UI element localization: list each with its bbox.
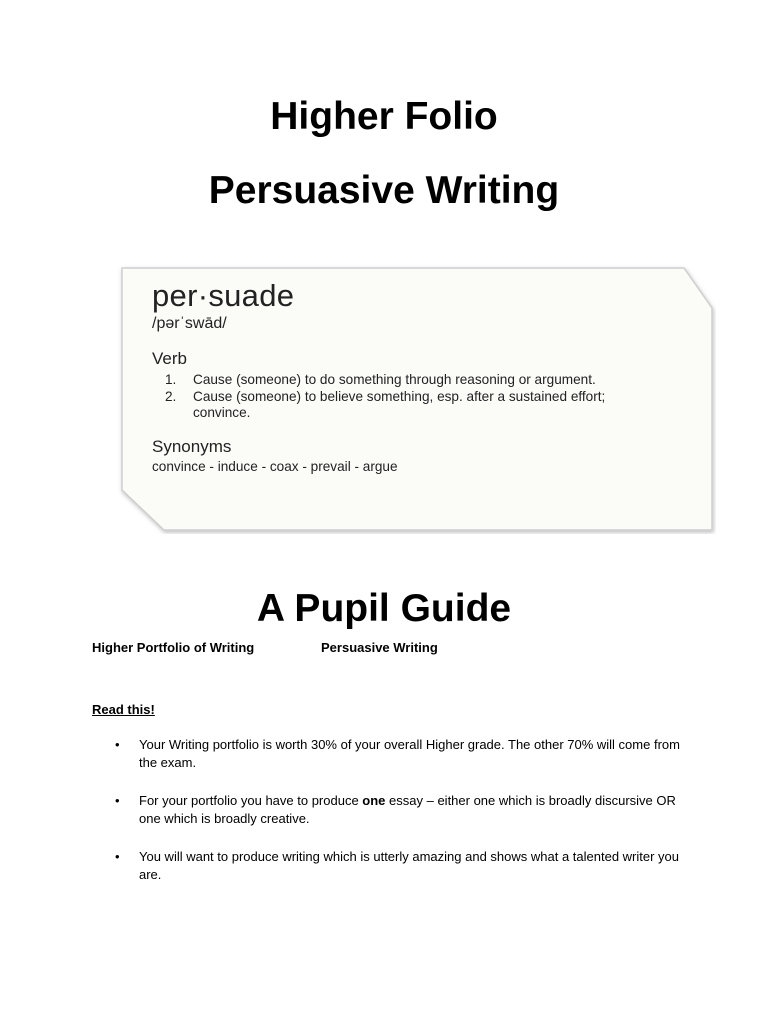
list-item: [112, 792, 702, 828]
bullet-text-end: essay – either one which is broadly discursive OR one which is broadly creative.: [139, 793, 676, 826]
subtitle-persuasive: Persuasive Writing: [321, 640, 438, 655]
page-title-line1: Higher Folio: [270, 95, 498, 138]
list-item: [112, 736, 702, 772]
pronunciation: /pərˈswād/: [152, 315, 227, 332]
bullet-text: [139, 792, 684, 828]
info-bullet-list: [112, 736, 702, 904]
page-title-line2: Persuasive Writing: [208, 169, 560, 212]
list-item: [112, 848, 702, 884]
guide-title: A Pupil Guide: [256, 587, 512, 630]
bullet-icon: •: [115, 737, 120, 752]
bullet-text-start: For your portfolio you have to produce: [139, 793, 363, 808]
definition-number: 2.: [165, 388, 177, 404]
definition-list: [152, 372, 663, 422]
definition-number: 1.: [165, 372, 177, 387]
definition-text: Cause (someone) to believe something, esp. after a sustained effort; convince.: [193, 388, 606, 420]
part-of-speech: Verb: [152, 349, 187, 368]
bullet-icon: •: [115, 793, 120, 808]
read-this-heading: Read this!: [92, 702, 155, 717]
bullet-icon: •: [115, 849, 120, 864]
definition-text: Cause (someone) to do something through reasoning or argument.: [193, 372, 596, 387]
synonyms-list: convince - induce - coax - prevail - argue: [152, 458, 398, 474]
definition-card: [116, 264, 716, 534]
bullet-text: Your Writing portfolio is worth 30% of your overall Higher grade. The other 70% will come from the exam.: [139, 737, 680, 770]
dictionary-word: per·suade: [152, 278, 295, 313]
subtitle-portfolio: Higher Portfolio of Writing: [92, 640, 255, 655]
definition-item: [152, 372, 663, 389]
definition-item: [152, 389, 663, 422]
bullet-text-emphasis: one: [362, 793, 386, 808]
synonyms-heading: Synonyms: [152, 436, 232, 456]
bullet-text: You will want to produce writing which is utterly amazing and shows what a talented writer you are.: [139, 849, 680, 882]
